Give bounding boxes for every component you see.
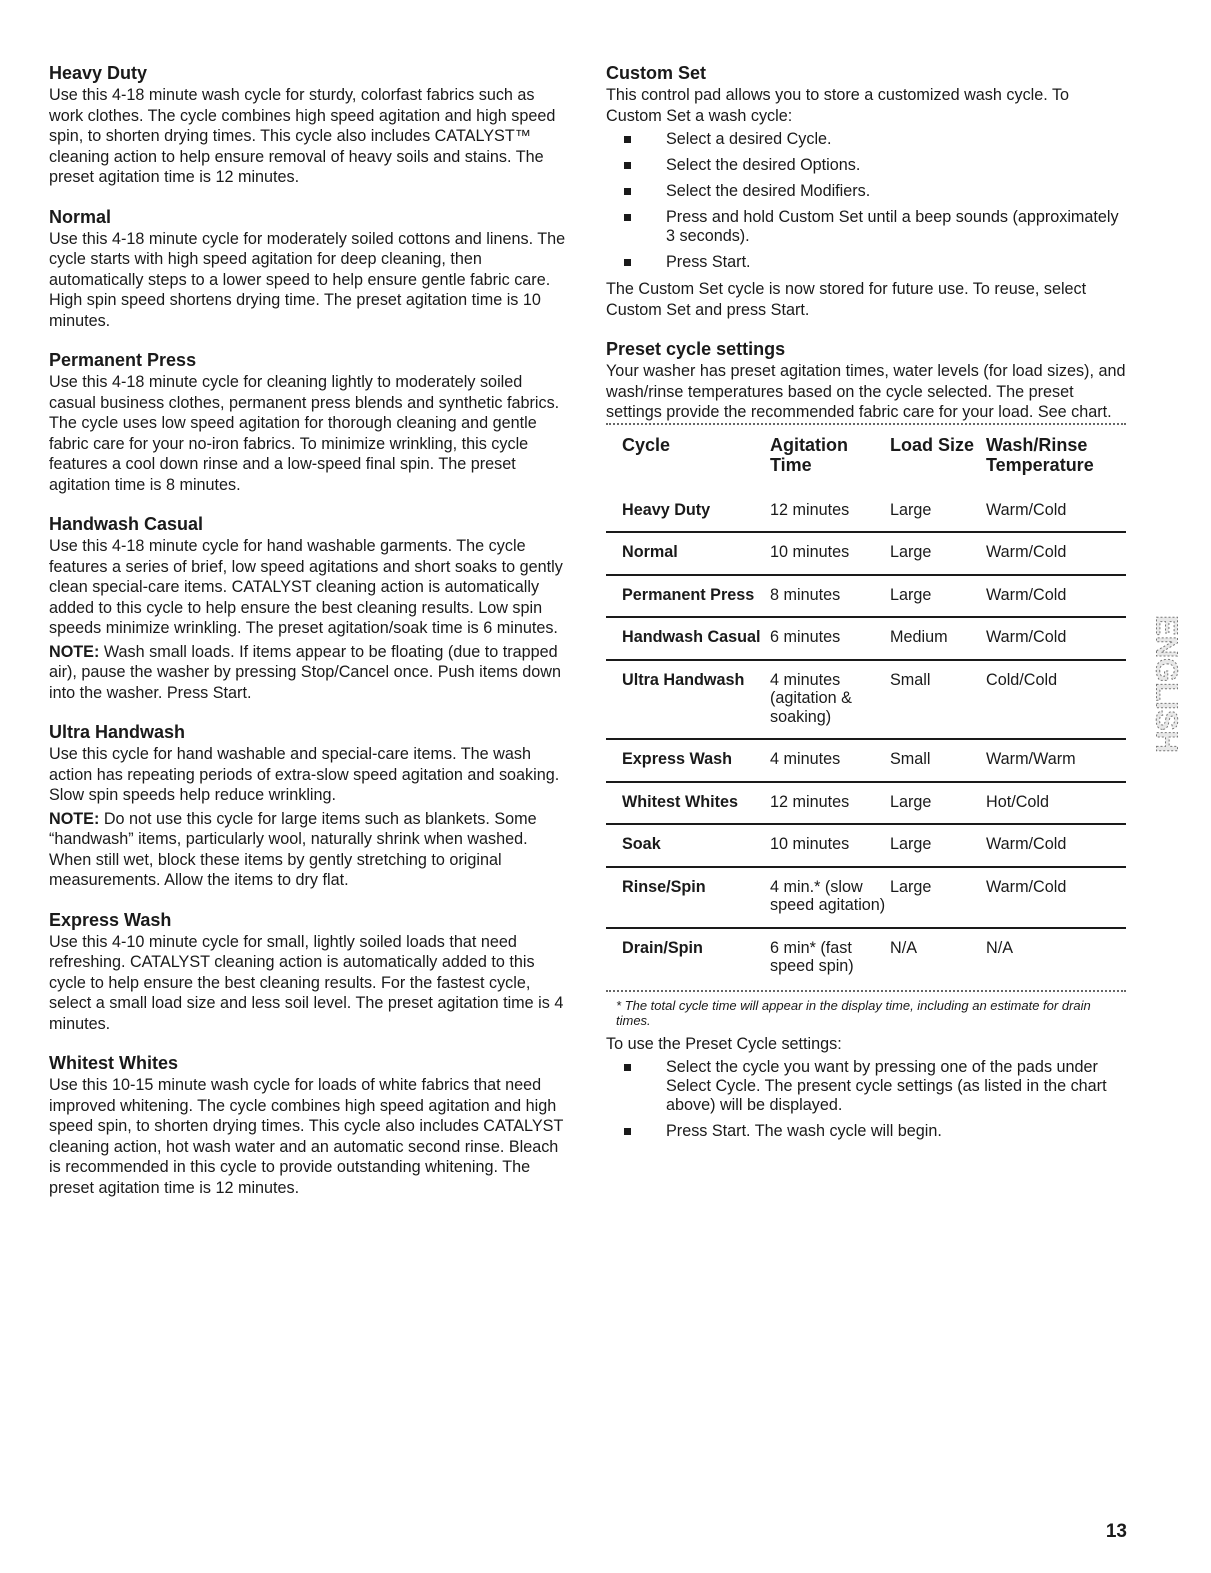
table-cell: Cold/Cold xyxy=(986,660,1126,740)
section-ultra-handwash xyxy=(49,721,569,891)
table-cell: Warm/Cold xyxy=(986,617,1126,660)
table-cell: 8 minutes xyxy=(770,575,890,618)
table-cell: Large xyxy=(890,491,986,533)
table-cell: 4 min.* (slow speed agitation) xyxy=(770,867,890,928)
table-cell: Warm/Cold xyxy=(986,491,1126,533)
table-row xyxy=(606,824,1126,867)
section-heading: Whitest Whites xyxy=(49,1053,178,1073)
note-text: Wash small loads. If items appear to be floating (due to trapped air), pause the washer by pressing Stop/Cancel once. Push items down into the washer. Press Start. xyxy=(49,642,561,702)
section-body: Use this 10-15 minute wash cycle for loads of white fabrics that need improved whitening. The cycle combines high speed agitation and high speed spin, to shorten drying times. This cycle also includes CATALYST cleaning action, hot wash water and an automatic second rinse. Bleach is recommended in this cycle to provide outstanding whitening. The preset agitation time is 12 minutes. xyxy=(49,1076,564,1197)
table-cell: Drain/Spin xyxy=(622,938,703,957)
custom-set-steps xyxy=(606,130,1126,272)
table-cell: Large xyxy=(890,824,986,867)
section-heading: Heavy Duty xyxy=(49,63,148,83)
section-whitest-whites xyxy=(49,1052,569,1198)
table-cell: Warm/Cold xyxy=(986,532,1126,575)
table-header: Cycle xyxy=(622,434,671,455)
table-row xyxy=(606,739,1126,782)
table-cell: N/A xyxy=(986,938,1013,957)
table-row xyxy=(606,660,1126,740)
section-intro: Your washer has preset agitation times, water levels (for load sizes), and wash/rinse temperatures based on the cycle selected. The preset settings provide the recommended fabric care for your load. See chart. xyxy=(606,362,1126,421)
table-cell: Large xyxy=(890,867,986,928)
section-outro: The Custom Set cycle is now stored for future use. To reuse, select Custom Set and press Start. xyxy=(606,280,1087,319)
side-tab-label: ENGLISH xyxy=(1150,615,1184,753)
table-cell: Hot/Cold xyxy=(986,782,1126,825)
table-cell: Large xyxy=(890,532,986,575)
table-row xyxy=(606,532,1126,575)
table-cell: 10 minutes xyxy=(770,532,890,575)
table-cell: Warm/Cold xyxy=(986,824,1126,867)
table-row xyxy=(606,491,1126,533)
table-body xyxy=(606,491,1126,990)
list-item: Select the cycle you want by pressing one of the pads under Select Cycle. The present cycle settings (as listed in the chart above) will be displayed. xyxy=(606,1058,1126,1115)
section-normal xyxy=(49,206,569,332)
section-permanent-press xyxy=(49,349,569,495)
section-express-wash xyxy=(49,909,569,1035)
table-row xyxy=(606,575,1126,618)
table-cell: Handwash Casual xyxy=(606,617,770,660)
table-cell: Large xyxy=(890,782,986,825)
section-heading: Express Wash xyxy=(49,909,172,930)
section-body: Use this 4-18 minute cycle for cleaning lightly to moderately soiled casual business clothes, permanent press blends and synthetic fabrics. The cycle uses low speed agitation for thorough cleaning and gentle fabric care for your no-iron fabrics. To minimize wrinkling, this cycle features a cool down rinse and a low-speed final spin. The preset agitation time is 8 minutes. xyxy=(49,373,560,494)
table-cell: 6 minutes xyxy=(770,617,890,660)
table-cell: 10 minutes xyxy=(770,824,890,867)
table-row xyxy=(606,617,1126,660)
section-body: Use this 4-18 minute cycle for moderately soiled cottons and linens. The cycle starts with high speed agitation for deep cleaning, then automatically steps to a lower speed to help ensure gentle fabric care. High spin speed shortens drying time. The preset agitation time is 10 minutes. xyxy=(49,229,566,330)
preset-cycle-table xyxy=(606,425,1126,990)
section-intro: To use the Preset Cycle settings: xyxy=(606,1034,842,1053)
section-intro: This control pad allows you to store a customized wash cycle. To Custom Set a wash cycle: xyxy=(606,86,1070,125)
table-cell: 4 minutes (agitation & soaking) xyxy=(770,660,890,740)
section-heading: Custom Set xyxy=(606,63,707,83)
table-header: Wash/Rinse Temperature xyxy=(986,434,1094,475)
section-preset-cycle-settings xyxy=(606,338,1126,1141)
section-handwash-casual xyxy=(49,513,569,703)
table-header: Load Size xyxy=(890,434,975,455)
table-cell: 12 minutes xyxy=(770,491,890,533)
section-custom-set xyxy=(606,62,1126,320)
note-label: NOTE: xyxy=(49,809,100,828)
table-header: Agitation Time xyxy=(770,434,848,475)
table-cell: Warm/Cold xyxy=(986,867,1126,928)
table-cell: Small xyxy=(890,739,986,782)
list-item: Select a desired Cycle. xyxy=(606,130,1126,149)
table-row xyxy=(606,782,1126,825)
table-cell: Normal xyxy=(606,532,770,575)
note-text: Do not use this cycle for large items such as blankets. Some “handwash” items, particularly wool, naturally shrink when washed. When still wet, block these items by gently stretching to original measurements. Allow the items to dry flat. xyxy=(49,809,537,889)
table-row xyxy=(606,928,1126,990)
section-heading: Permanent Press xyxy=(49,350,197,370)
table-cell: Small xyxy=(890,660,986,740)
list-item: Select the desired Options. xyxy=(606,156,1126,175)
section-heading: Handwash Casual xyxy=(49,514,204,534)
table-cell: Permanent Press xyxy=(606,575,770,618)
table-cell: Heavy Duty xyxy=(606,491,770,533)
table-cell: Express Wash xyxy=(606,739,770,782)
language-side-tab xyxy=(1150,568,1184,800)
table-cell: Soak xyxy=(606,824,770,867)
table-cell: 6 min* (fast speed spin) xyxy=(770,938,854,975)
table-cell: Whitest Whites xyxy=(606,782,770,825)
section-body: Use this 4-10 minute cycle for small, lightly soiled loads that need refreshing. CATALYST cleaning action is automatically added to this cycle to help ensure the best cleaning results. For the fastest cycle, select a small load size and less soil level. The preset agitation time is 4 minutes. xyxy=(49,932,564,1033)
section-body: Use this 4-18 minute cycle for hand washable garments. The cycle features a series of brief, low speed agitations and short soaks to gently clean special-care items. CATALYST cleaning action is automatically added to this cycle to help ensure the best cleaning results. Low spin speeds minimize wrinkling. The preset agitation/soak time is 6 minutes. xyxy=(49,537,563,637)
section-note xyxy=(49,642,569,704)
note-label: NOTE: xyxy=(49,642,100,661)
left-column xyxy=(49,62,569,1216)
section-heading: Preset cycle settings xyxy=(606,339,786,359)
list-item: Select the desired Modifiers. xyxy=(606,182,1126,201)
right-column xyxy=(606,62,1126,1159)
table-footnote: * The total cycle time will appear in the display time, including an estimate for drain times. xyxy=(616,997,1091,1028)
table-row xyxy=(606,867,1126,928)
section-note xyxy=(49,809,569,891)
section-heading: Ultra Handwash xyxy=(49,722,186,742)
section-body: Use this 4-18 minute wash cycle for sturdy, colorfast fabrics such as work clothes. The cycle combines high speed agitation and high speed spin, to shorten drying times. This cycle also includes CATALYST™ cleaning action to help ensure removal of heavy soils and stains. The preset agitation time is 12 minutes. xyxy=(49,86,556,186)
table-cell: Warm/Cold xyxy=(986,575,1126,618)
table-cell: 4 minutes xyxy=(770,739,890,782)
list-item: Press and hold Custom Set until a beep sounds (approximately 3 seconds). xyxy=(606,208,1126,246)
section-body: Use this cycle for hand washable and special-care items. The wash action has repeating periods of extra-slow speed agitation and soaking. Slow spin speeds help reduce wrinkling. xyxy=(49,745,560,804)
table-cell: Medium xyxy=(890,617,986,660)
table-cell: Large xyxy=(890,575,986,618)
divider xyxy=(606,990,1126,992)
table-cell: 12 minutes xyxy=(770,782,890,825)
table-cell: Ultra Handwash xyxy=(606,660,770,740)
page-number: 13 xyxy=(1105,1521,1127,1542)
table-header-row xyxy=(606,425,1126,491)
preset-use-steps xyxy=(606,1058,1126,1141)
table-cell: N/A xyxy=(890,938,917,957)
table-cell: Rinse/Spin xyxy=(606,867,770,928)
list-item: Press Start. The wash cycle will begin. xyxy=(606,1122,1126,1141)
table-cell: Warm/Warm xyxy=(986,739,1126,782)
section-heading: Normal xyxy=(49,206,112,227)
list-item: Press Start. xyxy=(606,253,1126,272)
section-heavy-duty xyxy=(49,62,569,188)
